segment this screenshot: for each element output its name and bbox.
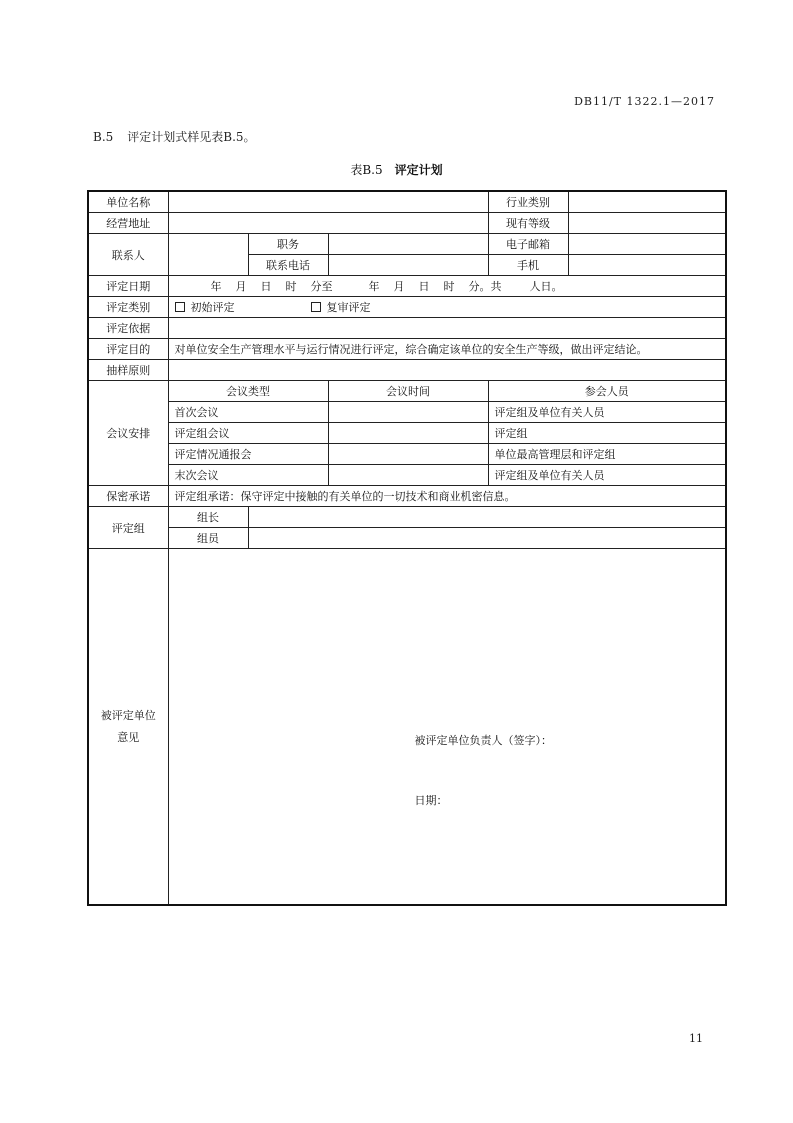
date-person-days: 人日。 (529, 280, 563, 293)
meeting-time[interactable] (328, 444, 488, 465)
table-row (88, 423, 726, 444)
row-opinion (88, 549, 726, 906)
date-min-to: 分至 (310, 280, 333, 293)
meeting-label: 会议安排 (88, 381, 168, 486)
confidential-text: 评定组承诺：保守评定中接触的有关单位的一切技术和商业机密信息。 (168, 486, 726, 507)
opinion-label-line1: 被评定单位 (100, 708, 156, 722)
meeting-time[interactable] (328, 465, 488, 486)
row-basis (88, 318, 726, 339)
date-label: 评定日期 (88, 276, 168, 297)
position-field[interactable] (328, 234, 488, 255)
initial-label: 初始评定 (190, 301, 235, 314)
phone-field[interactable] (328, 255, 488, 276)
meeting-time[interactable] (328, 402, 488, 423)
category-field (168, 297, 726, 318)
date-hour: 时 (285, 280, 297, 293)
table-caption-title: 评定计划 (394, 163, 443, 177)
table-row (88, 444, 726, 465)
repeat-label: 复审评定 (326, 301, 371, 314)
meeting-type: 评定情况通报会 (168, 444, 328, 465)
row-contact-1 (88, 234, 726, 255)
standard-number: DB11/T 1322.1—2017 (574, 95, 715, 108)
leader-field[interactable] (248, 507, 726, 528)
table-caption-number: 表B.5 (350, 163, 383, 177)
row-meeting-header (88, 381, 726, 402)
address-field[interactable] (168, 213, 488, 234)
email-field[interactable] (568, 234, 726, 255)
industry-field[interactable] (568, 191, 726, 213)
row-team-member (88, 528, 726, 549)
email-label: 电子邮箱 (488, 234, 568, 255)
meeting-type: 首次会议 (168, 402, 328, 423)
date-year2: 年 (368, 280, 380, 293)
row-confidential (88, 486, 726, 507)
meeting-attendees: 单位最高管理层和评定组 (488, 444, 726, 465)
member-field[interactable] (248, 528, 726, 549)
purpose-label: 评定目的 (88, 339, 168, 360)
meeting-type: 末次会议 (168, 465, 328, 486)
contact-label: 联系人 (88, 234, 168, 276)
phone-label: 联系电话 (248, 255, 328, 276)
member-label: 组员 (168, 528, 248, 549)
meeting-type-header: 会议类型 (168, 381, 328, 402)
date-day: 日 (260, 280, 272, 293)
date-day2: 日 (418, 280, 430, 293)
address-label: 经营地址 (88, 213, 168, 234)
row-team-leader (88, 507, 726, 528)
position-label: 职务 (248, 234, 328, 255)
team-label: 评定组 (88, 507, 168, 549)
date-month: 月 (235, 280, 247, 293)
opinion-label (88, 549, 168, 906)
date-min-total: 分。共 (468, 280, 502, 293)
date-sign-label: 日期： (414, 794, 448, 807)
unit-name-field[interactable] (168, 191, 488, 213)
meeting-attendees: 评定组 (488, 423, 726, 444)
meeting-time[interactable] (328, 423, 488, 444)
meeting-type: 评定组会议 (168, 423, 328, 444)
row-unit-name (88, 191, 726, 213)
industry-label: 行业类别 (488, 191, 568, 213)
unit-name-label: 单位名称 (88, 191, 168, 213)
date-year: 年 (210, 280, 222, 293)
date-month2: 月 (393, 280, 405, 293)
purpose-text: 对单位安全生产管理水平与运行情况进行评定，综合确定该单位的安全生产等级，做出评定结论。 (168, 339, 726, 360)
clause-number: B.5 (93, 130, 114, 144)
sampling-field[interactable] (168, 360, 726, 381)
mobile-label: 手机 (488, 255, 568, 276)
repeat-checkbox[interactable] (311, 302, 321, 312)
meeting-attendees: 评定组及单位有关人员 (488, 402, 726, 423)
date-field[interactable] (168, 276, 726, 297)
mobile-field[interactable] (568, 255, 726, 276)
leader-label: 组长 (168, 507, 248, 528)
clause-line (93, 128, 256, 145)
table-row (88, 465, 726, 486)
meeting-attendees: 评定组及单位有关人员 (488, 465, 726, 486)
meeting-time-header: 会议时间 (328, 381, 488, 402)
basis-field[interactable] (168, 318, 726, 339)
contact-field[interactable] (168, 234, 248, 276)
table-caption (0, 161, 793, 178)
opinion-field[interactable] (168, 549, 726, 906)
initial-checkbox[interactable] (175, 302, 185, 312)
current-grade-field[interactable] (568, 213, 726, 234)
row-category (88, 297, 726, 318)
meeting-attendees-header: 参会人员 (488, 381, 726, 402)
row-sampling (88, 360, 726, 381)
date-hour2: 时 (443, 280, 455, 293)
opinion-label-line2: 意见 (117, 730, 140, 744)
current-grade-label: 现有等级 (488, 213, 568, 234)
page-number: 11 (689, 1032, 703, 1045)
clause-text: 评定计划式样见表B.5。 (127, 130, 256, 144)
table-row (88, 402, 726, 423)
row-address (88, 213, 726, 234)
category-label: 评定类别 (88, 297, 168, 318)
row-date (88, 276, 726, 297)
sampling-label: 抽样原则 (88, 360, 168, 381)
row-purpose (88, 339, 726, 360)
basis-label: 评定依据 (88, 318, 168, 339)
signature-label: 被评定单位负责人（签字）： (414, 734, 552, 747)
confidential-label: 保密承诺 (88, 486, 168, 507)
evaluation-plan-table (87, 190, 727, 906)
